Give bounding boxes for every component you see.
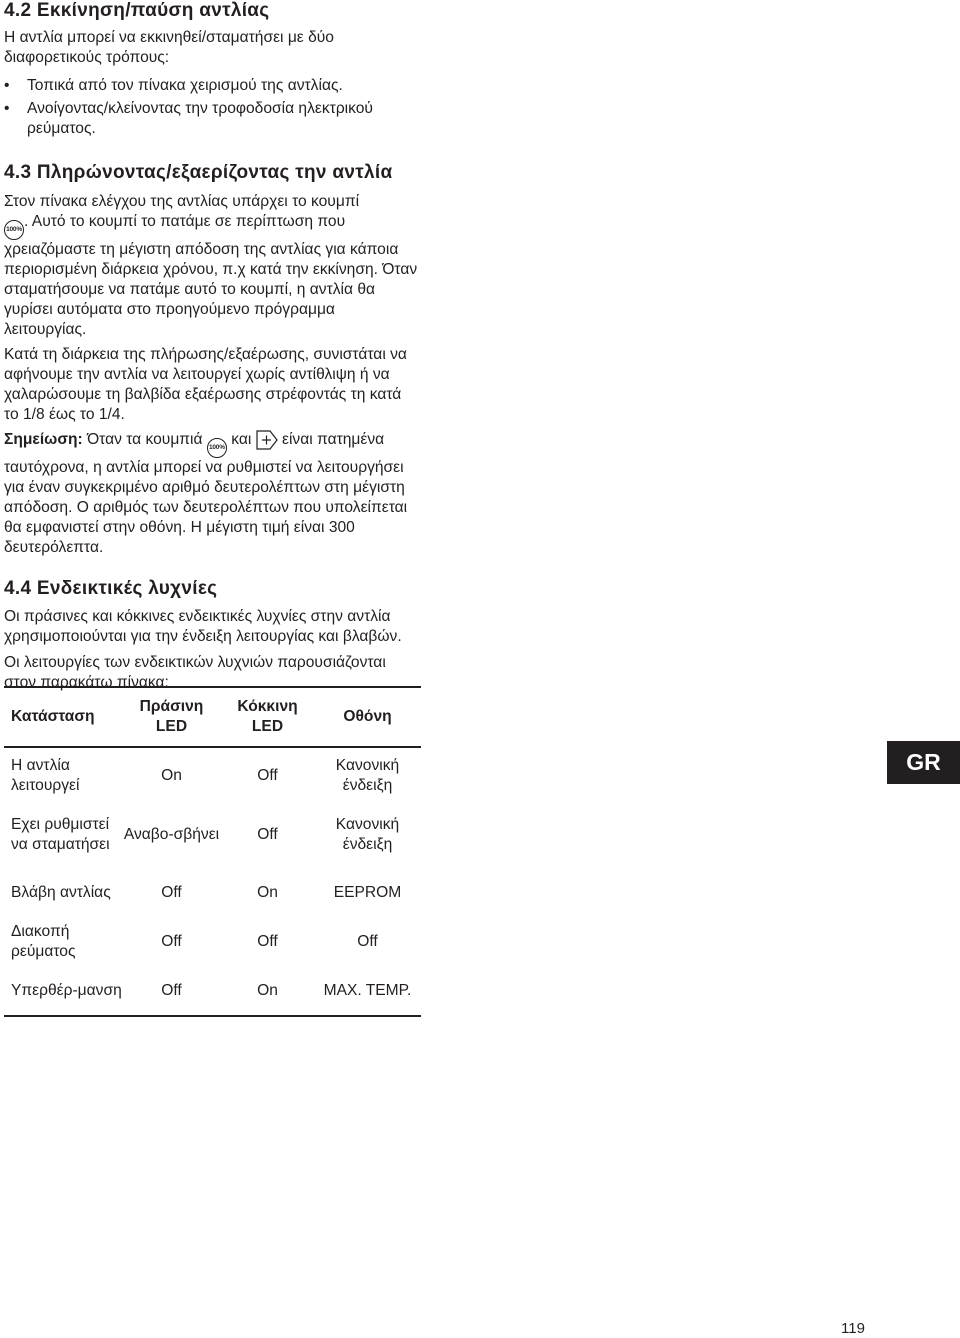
header-status: Κατάσταση: [11, 708, 95, 725]
section-4-2-title: 4.2 Εκκίνηση/παύση αντλίας: [4, 0, 270, 21]
list-item: • Ανοίγοντας/κλείνοντας την τροφοδοσία ηλεκτρικού ρεύματος.: [4, 99, 420, 139]
cell-display: Κανονική ένδειξη: [335, 756, 400, 794]
cell-red-led: Off: [257, 826, 278, 843]
cell-status: Η αντλία λειτουργεί: [11, 756, 80, 794]
plus-button-icon: [256, 430, 278, 456]
header-red-led: Κόκκινη LED: [237, 698, 298, 735]
section-4-4-paragraph-2: Οι λειτουργίες των ενδεικτικών λυχνιών παρουσιάζονται στον παρακάτω πίνακα:: [4, 654, 386, 691]
table-row: [4, 802, 421, 868]
note-label: Σημείωση:: [4, 431, 83, 448]
page-number: 119: [841, 1320, 865, 1337]
cell-green-led: On: [161, 766, 182, 784]
p1-start: Στον πίνακα ελέγχου της αντλίας υπάρχει το κουμπί: [4, 193, 360, 210]
cell-red-led: On: [257, 981, 278, 999]
cell-red-led: On: [257, 883, 278, 901]
section-4-3-paragraph-1: [4, 192, 420, 340]
cell-green-led: Αναβο-σβήνει: [123, 826, 220, 843]
header-green-led: Πράσινη LED: [139, 698, 204, 735]
p1-rest: . Αυτό το κουμπί το πατάμε σε περίπτωση που χρειαζόμαστε τη μέγιστη απόδοση της αντλίας για κάποια περιορισμένη διάρκεια χρόνου, π.χ κατά την εκκίνηση. Όταν σταματήσουμε να πατάμε αυτό το κουμπί, η αντλία θα γυρίσει αυτόματα στο προηγούμενο πρόγραμμα λειτουργίας.: [4, 213, 418, 338]
section-4-4-paragraph-1: Οι πράσινες και κόκκινες ενδεικτικές λυχνίες στην αντλία χρησιμοποιούνται για την ένδειξη λειτουργίας και βλαβών.: [4, 608, 402, 645]
table-row: [4, 966, 421, 1016]
section-4-2-intro: Η αντλία μπορεί να εκκινηθεί/σταματήσει με δύο διαφορετικούς τρόπους:: [4, 29, 334, 66]
cell-display: Off: [357, 932, 378, 950]
table-header-row: [4, 687, 421, 747]
cell-green-led: Off: [161, 981, 182, 999]
table-row: [4, 868, 421, 917]
section-4-2-bullets: [4, 76, 420, 139]
cell-status: Διακοπή ρεύματος: [11, 922, 76, 960]
table-row: [4, 747, 421, 802]
section-4-3-note: [4, 430, 420, 558]
list-item: • Τοπικά από τον πίνακα χειρισμού της αντλίας.: [4, 76, 420, 96]
header-display: Οθόνη: [343, 708, 392, 725]
language-tab: GR: [887, 741, 960, 784]
cell-display: Κανονική ένδειξη: [335, 816, 400, 853]
cell-display: EEPROM: [333, 883, 402, 901]
cell-green-led: Off: [161, 883, 182, 901]
cell-red-led: Off: [257, 766, 278, 784]
indicator-lights-table: [4, 686, 421, 1017]
section-4-3-title: 4.3 Πληρώνοντας/εξαερίζοντας την αντλία: [4, 162, 393, 183]
section-4-4-title: 4.4 Ενδεικτικές λυχνίες: [4, 578, 218, 599]
cell-display: MAX. TEMP.: [323, 981, 412, 999]
100-percent-button-icon: 100%: [207, 438, 227, 458]
cell-green-led: Off: [161, 932, 182, 950]
cell-status: Βλάβη αντλίας: [11, 883, 111, 901]
text-column: [4, 0, 420, 693]
note-start: Όταν τα κουμπιά: [87, 431, 203, 448]
note-and: και: [231, 431, 252, 448]
cell-status: Υπερθέρ-μανση: [11, 981, 122, 999]
cell-red-led: Off: [257, 932, 278, 950]
table-row: [4, 917, 421, 966]
cell-status: Εχει ρυθμιστεί να σταματήσει: [11, 816, 110, 853]
note-rest: είναι πατημένα ταυτόχρονα, η αντλία μπορεί να ρυθμιστεί να λειτουργήσει για έναν συγκεκριμένο αριθμό δευτερολέπτων στη μέγιστη απόδοση. Ο αριθμός των δευτερολέπτων που υπολείπεται θα εμφανιστεί στην οθόνη. Η μέγιστη τιμή είναι 300 δευτερόλεπτα.: [4, 431, 408, 556]
100-percent-button-icon: 100%: [4, 220, 24, 240]
section-4-3-paragraph-2: Κατά τη διάρκεια της πλήρωσης/εξαέρωσης, συνιστάται να αφήνουμε την αντλία να λειτουργεί χωρίς αντίθλιψη ή να χαλαρώσουμε τη βαλβίδα εξαέρωσης στρέφοντάς τη κατά το 1/8 έως το 1/4.: [4, 346, 407, 423]
